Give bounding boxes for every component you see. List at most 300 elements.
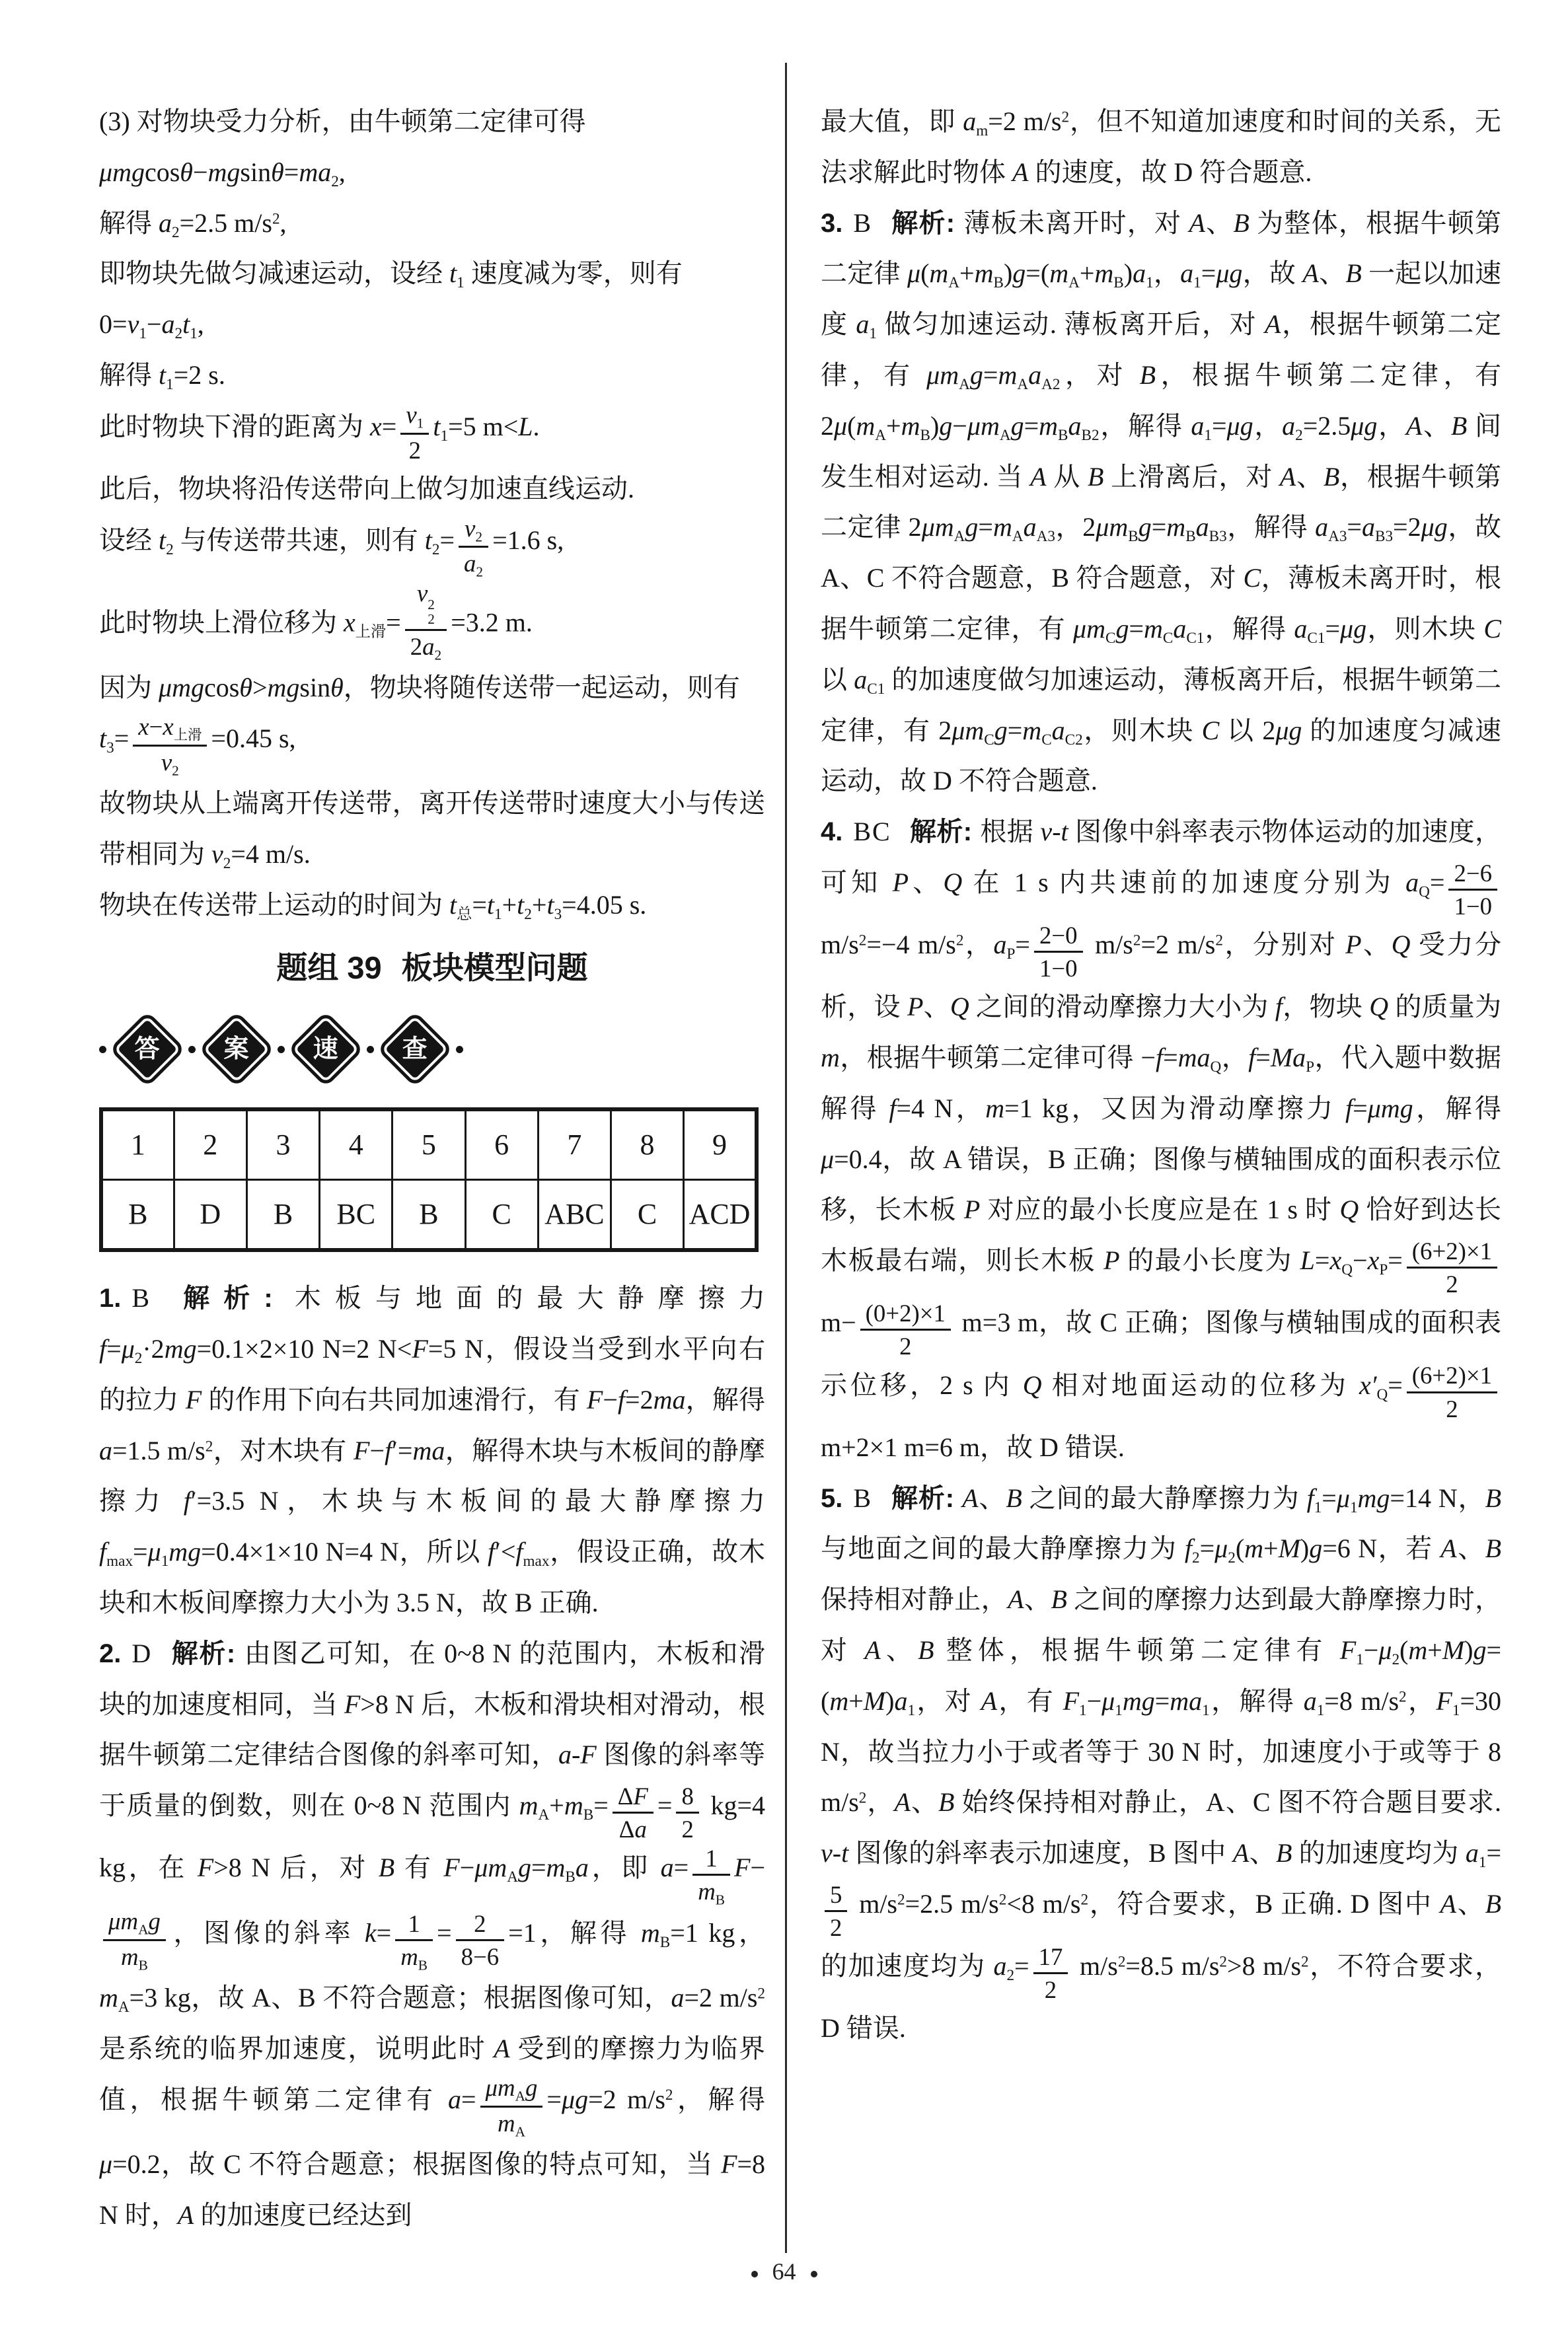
text-run: 在 1 s 内共速前的加速度分别为: [962, 867, 1406, 897]
text-run: <8: [1006, 1888, 1043, 1919]
text-run: (3) 对物块受力分析，由牛顿第二定律可得: [99, 106, 586, 136]
math-variable: mg: [267, 672, 300, 702]
math-variable: t: [159, 359, 167, 390]
math-variable: m: [998, 359, 1018, 390]
math-variable: P: [907, 992, 924, 1022]
unit: m/s: [1361, 1685, 1400, 1716]
text-run: =: [133, 1537, 148, 1567]
text-run: 的作用下向右共同加速滑行，有: [202, 1384, 587, 1415]
math-variable: x: [138, 713, 149, 741]
math-variable: B: [378, 1853, 395, 1883]
fraction: [456, 1910, 505, 1970]
text-run: 从: [1046, 461, 1088, 492]
math-variable: mg: [168, 1537, 202, 1567]
text-run: 2−6: [1454, 859, 1492, 887]
math-variable: m: [1166, 512, 1186, 542]
math-variable: μ: [485, 2074, 498, 2102]
badge-character: 速: [313, 1035, 338, 1063]
math-variable: B: [1485, 1888, 1501, 1919]
text-run: =8 N 时，: [99, 2149, 765, 2230]
math-variable: x′: [1359, 1370, 1377, 1400]
diamond-badge-icon: [287, 1011, 364, 1088]
text-run: =2: [1140, 930, 1177, 960]
formula-line: [99, 401, 765, 464]
math-variable: P: [1103, 1245, 1120, 1276]
math-variable: a: [993, 930, 1007, 960]
text-run: ，故: [1242, 258, 1303, 289]
fraction-denominator: [1407, 1267, 1497, 1298]
text-run: 17: [1038, 1942, 1063, 1970]
text-run: (: [847, 410, 856, 441]
text-run: 2: [408, 436, 422, 464]
fraction-numerator: [400, 401, 429, 433]
math-variable: F: [586, 1384, 603, 1415]
fraction: [459, 515, 488, 580]
text-run: =2.5: [1302, 410, 1351, 441]
math-variable: A: [981, 1685, 998, 1716]
text-run: 、: [1205, 207, 1234, 238]
text-run: 、: [1296, 461, 1324, 492]
math-variable: g: [1115, 613, 1129, 644]
math-variable: g: [148, 1907, 161, 1935]
math-subscript: 1: [494, 905, 502, 923]
text-run: ·2: [142, 1333, 165, 1364]
text-run: =1.6 s,: [492, 525, 564, 555]
fraction-denominator: [825, 1910, 847, 1941]
math-variable: μ: [967, 410, 981, 441]
math-variable: m: [940, 359, 959, 390]
math-variable: m: [1109, 512, 1129, 542]
math-subscript: A: [507, 1868, 518, 1886]
column-divider: [785, 63, 787, 2253]
math-variable: a: [671, 1982, 685, 2012]
math-superscript: 2: [897, 1891, 905, 1909]
text-run: 此时物块上滑位移为: [99, 607, 344, 638]
text-run: 解得: [99, 207, 159, 238]
text-run: ，: [1153, 258, 1181, 289]
math-variable: a: [1197, 1043, 1211, 1073]
math-subscript: P: [1379, 1261, 1388, 1279]
math-subscript: 1: [1314, 1498, 1322, 1516]
math-variable: a: [1361, 512, 1375, 542]
text-run: ，解得: [1099, 410, 1191, 441]
math-variable: g: [525, 2074, 538, 2102]
math-subscript: A: [1017, 376, 1029, 394]
math-subscript: Q: [1376, 1385, 1388, 1403]
math-variable: μ: [952, 715, 965, 745]
text-run: 间发生相对运动. 当: [821, 410, 1501, 492]
fraction: [400, 401, 429, 464]
right-column: [821, 96, 1501, 2297]
text-run: =: [593, 1790, 609, 1821]
text-run: −: [1353, 1245, 1368, 1276]
text-run: ，对木块有: [213, 1435, 354, 1465]
math-variable: t: [433, 411, 441, 441]
math-subscript: C: [984, 731, 994, 749]
math-variable: m: [564, 1790, 583, 1821]
footer-dot-icon: [751, 2271, 758, 2277]
math-variable: v: [406, 400, 417, 428]
text-run: =: [1163, 1043, 1178, 1073]
text-run: sin: [299, 672, 331, 702]
math-variable: B: [1139, 359, 1156, 390]
math-variable: a: [422, 632, 435, 660]
formula-line: [99, 515, 765, 580]
text-run: =: [114, 723, 130, 754]
text-run: ，对: [915, 1685, 981, 1716]
text-run: =: [983, 359, 998, 390]
solution-number: 3.: [821, 208, 843, 238]
math-subscript: 2: [428, 611, 435, 628]
math-variable: k: [364, 1917, 377, 1948]
text-run: m−: [821, 1308, 856, 1338]
text-run: -: [571, 1740, 581, 1770]
text-run: >: [252, 672, 268, 702]
text-run: 、: [923, 992, 950, 1022]
fraction-denominator: [1448, 889, 1497, 920]
solution-1: [99, 1273, 765, 1629]
text-run: ，解得: [1209, 1685, 1304, 1716]
math-variable: μ: [821, 1144, 835, 1174]
math-variable: a: [447, 2085, 461, 2115]
text-run: .: [533, 411, 540, 441]
math-variable: a: [575, 1853, 589, 1883]
text-run: [851, 1889, 859, 1919]
text-run: 2: [410, 632, 423, 660]
analysis-label: 解析:: [169, 1284, 273, 1313]
math-subscript: 2: [1228, 1549, 1236, 1567]
math-subscript: A: [959, 376, 970, 394]
math-subscript: 1: [1349, 1498, 1358, 1516]
solution-number: 1.: [99, 1284, 122, 1313]
math-variable: m: [488, 1853, 507, 1883]
math-variable: v: [211, 838, 223, 869]
math-variable: C: [1483, 613, 1501, 644]
text-run: ): [885, 1685, 895, 1716]
text-run: 此时物块下滑的距离为: [99, 411, 370, 441]
fraction-denominator: [613, 1812, 653, 1843]
answer-cell: ABC: [538, 1180, 611, 1251]
solution-4: [821, 807, 1501, 1473]
math-variable: m: [974, 258, 994, 289]
fraction-numerator: [825, 1881, 847, 1910]
text-run: 的加速度均为: [821, 1951, 994, 1981]
math-subscript: B: [1128, 528, 1139, 546]
text-run: 1: [408, 1909, 420, 1937]
text-run: =: [461, 2085, 476, 2115]
math-variable: f: [617, 1384, 626, 1415]
math-variable: mg: [1357, 1483, 1390, 1513]
math-variable: μ: [1378, 1635, 1392, 1665]
text-run: −: [369, 1435, 385, 1465]
text-run: 的最小长度为: [1119, 1245, 1300, 1276]
math-subscript: A3: [1036, 528, 1055, 546]
badge-character: 案: [223, 1035, 249, 1063]
text-run: Δ: [618, 1816, 635, 1843]
math-subscript: max: [523, 1553, 550, 1570]
math-variable: f: [1184, 1533, 1192, 1564]
math-variable: B: [1450, 410, 1468, 441]
text-run: =: [1486, 1838, 1501, 1868]
fraction: [676, 1783, 698, 1843]
math-variable: t: [546, 889, 554, 920]
text-run: =6 N，若: [1322, 1533, 1441, 1564]
answer-letter: B: [131, 1283, 151, 1313]
text-run: ，解得: [1413, 1093, 1501, 1123]
answer-letter: B: [853, 207, 873, 238]
question-number-cell: 5: [392, 1109, 465, 1180]
text-run: =: [1325, 613, 1341, 644]
math-subscript: 1: [1202, 1701, 1210, 1719]
math-variable: μ: [1073, 613, 1087, 644]
math-variable: g: [1012, 258, 1026, 289]
math-subscript: 2: [331, 172, 339, 190]
text-run: =0.4×1×10 N=4 N，所以: [201, 1537, 488, 1567]
math-subscript: 1: [907, 1701, 916, 1719]
math-variable: A: [864, 1635, 881, 1665]
text-run: [1072, 1951, 1080, 1981]
answer-cell: C: [611, 1180, 683, 1251]
text-run: =: [1429, 867, 1445, 897]
math-variable: m: [1170, 1685, 1189, 1716]
text-run: +: [886, 410, 901, 441]
math-variable: B: [938, 1787, 955, 1818]
math-variable: B: [1345, 258, 1362, 289]
math-variable: B: [1087, 461, 1104, 492]
math-variable: F: [721, 2149, 737, 2179]
math-variable: F: [344, 1689, 361, 1719]
fraction-denominator: [459, 546, 488, 579]
fraction-numerator: [613, 1783, 653, 1812]
text-run: =8.5: [1125, 1951, 1181, 1981]
text-run: (6+2)×1: [1411, 1237, 1493, 1265]
text-run: −: [603, 1384, 618, 1415]
text-run: =1.5: [112, 1435, 167, 1465]
text-run: =: [439, 525, 455, 555]
math-variable: t: [449, 258, 457, 289]
math-variable: F: [580, 1740, 597, 1770]
text-run: -: [832, 1838, 842, 1868]
math-variable: θ: [239, 672, 252, 702]
math-variable: f: [1275, 992, 1283, 1022]
fraction-numerator: [676, 1783, 698, 1812]
answer-table: [99, 1107, 759, 1252]
text-run: 1−0: [1039, 955, 1078, 982]
analysis-label: 解析:: [891, 208, 955, 238]
dot-icon: [99, 1046, 106, 1053]
math-variable: μ: [121, 1333, 135, 1364]
text-run: ,: [280, 207, 287, 238]
math-subscript: 2: [134, 1350, 143, 1368]
math-subscript: 1: [1115, 1701, 1123, 1719]
math-variable: a: [1191, 410, 1205, 441]
math-subscript: Q: [1210, 1058, 1222, 1076]
math-variable: A: [494, 2033, 510, 2063]
math-subscript: B: [1058, 426, 1068, 444]
math-variable: A: [1440, 1888, 1456, 1919]
question-number-cell: 7: [538, 1109, 611, 1180]
math-subscript: C2: [1064, 731, 1083, 749]
math-variable: a: [464, 550, 476, 577]
math-subscript: C: [1162, 630, 1174, 647]
math-subscript: 2: [223, 854, 231, 872]
math-subscript: 1: [1316, 1701, 1325, 1719]
math-subscript: 3: [554, 905, 562, 923]
text-run: =: [673, 1853, 689, 1883]
math-variable: a: [159, 207, 172, 238]
text-run: +: [502, 889, 517, 920]
math-variable: m: [1408, 1635, 1428, 1665]
text-run: =: [1388, 1370, 1403, 1400]
math-variable: M: [1442, 1635, 1465, 1665]
math-variable: μ: [99, 2149, 113, 2179]
fraction: [1448, 860, 1497, 920]
math-variable: a: [1195, 512, 1209, 542]
math-variable: g: [939, 410, 953, 441]
math-subscript: 1: [1452, 1701, 1460, 1719]
text-run: ): [1123, 258, 1133, 289]
math-superscript: 2: [1133, 932, 1141, 949]
math-subscript: B2: [1081, 426, 1100, 444]
text-run: 的加速度已经达到: [194, 2199, 412, 2230]
math-variable: g: [994, 715, 1008, 745]
text-run: ): [1300, 1533, 1310, 1564]
text-run: =: [1151, 512, 1167, 542]
math-variable: a: [1068, 410, 1082, 441]
text-run: 受力分析，设: [821, 930, 1501, 1022]
math-variable: m: [1144, 613, 1163, 644]
text-run: 一起以加速度: [821, 258, 1501, 340]
math-variable: m: [546, 1853, 566, 1883]
text-run: 对应的最小长度应是在 1 s 时: [980, 1195, 1340, 1225]
math-variable: ma: [653, 1384, 686, 1415]
unit: m/s: [627, 2085, 665, 2115]
question-number-cell: 4: [320, 1109, 392, 1180]
text-run: 恰好到达长木板最右端，则长木板: [821, 1195, 1501, 1276]
text-run: =: [546, 2085, 562, 2115]
math-variable: v: [127, 309, 139, 340]
text-run: 1: [705, 1845, 718, 1872]
left-column: [99, 96, 765, 2297]
math-subscript: 2: [174, 325, 183, 343]
text-run: 根据: [980, 817, 1041, 847]
text-run: =1，解得: [508, 1917, 641, 1948]
text-run: ，: [1406, 1685, 1437, 1716]
text-run: 、: [1422, 410, 1451, 441]
dot-icon: [367, 1046, 374, 1053]
text-run: 2: [1044, 1976, 1057, 2003]
math-subscript: A: [875, 426, 887, 444]
math-variable: F: [412, 1333, 428, 1364]
math-subscript: Q: [1341, 1261, 1353, 1279]
text-run: =: [1353, 1093, 1368, 1123]
fraction-numerator: [860, 1300, 951, 1329]
text-run: =: [1015, 930, 1030, 960]
text-run: 2: [1446, 1395, 1458, 1422]
math-variable: a: [1133, 258, 1146, 289]
text-run: ，根据牛顿第二定律，有: [821, 309, 1501, 390]
text-run: 故物块从上端离开传送带，离开传送带时速度大小与传送带相同为: [99, 788, 765, 869]
math-variable: m: [1022, 715, 1042, 745]
math-subscript: 上滑: [355, 623, 387, 641]
math-variable: μ: [921, 512, 935, 542]
text-run: =: [1024, 410, 1039, 441]
math-variable: a: [99, 1435, 112, 1465]
text-run: =0.1×2×10 N=2 N<: [196, 1333, 412, 1364]
math-variable: μ: [1336, 1483, 1350, 1513]
math-superscript: 2: [272, 209, 280, 227]
solution-number: 5.: [821, 1483, 843, 1513]
math-variable: f: [1345, 1093, 1353, 1123]
math-subscript: A: [538, 1806, 550, 1824]
text-run: 最大值，即: [821, 106, 963, 136]
text-run: +: [1079, 258, 1095, 289]
text-run: 、: [1361, 930, 1392, 960]
text-run: =: [1314, 1245, 1330, 1276]
text-run: ,: [338, 157, 346, 187]
math-variable: B: [1006, 1483, 1022, 1513]
text-run: 的加速度匀减速运动，故 D 不符合题意.: [821, 715, 1501, 796]
math-superscript: 2: [1399, 1687, 1407, 1705]
math-variable: M: [863, 1685, 886, 1716]
math-variable: m: [1049, 258, 1069, 289]
math-superscript: 2: [1061, 108, 1070, 126]
math-superscript: 2: [858, 932, 867, 949]
fraction: [1033, 1943, 1068, 2003]
text-run: =3.2 m.: [451, 607, 533, 638]
math-variable: t: [1061, 817, 1068, 847]
text-run: 的质量为: [1388, 992, 1501, 1022]
unit: m/s: [234, 207, 272, 238]
section-title: 板块模型问题: [401, 950, 588, 986]
text-run: 有: [394, 1853, 444, 1883]
unit: m/s: [1023, 106, 1062, 136]
math-variable: a: [1051, 715, 1065, 745]
text-run: cos: [204, 672, 240, 702]
math-variable: μ: [147, 1537, 161, 1567]
unit: m/s: [1263, 1951, 1302, 1981]
text-run: =(: [821, 1635, 1501, 1716]
text-run: ，: [1221, 1043, 1249, 1073]
math-variable: B: [1275, 1838, 1292, 1868]
math-subscript: A: [999, 426, 1011, 444]
math-variable: μg: [1340, 613, 1367, 644]
math-variable: B: [1051, 1584, 1067, 1615]
math-variable: θ: [330, 672, 344, 702]
math-variable: f: [487, 1537, 496, 1567]
fraction-denominator: [480, 2106, 543, 2139]
math-variable: B: [1485, 1533, 1501, 1564]
math-subscript: 1: [1193, 274, 1201, 292]
unit: m/s: [960, 1888, 999, 1919]
math-variable: m: [1086, 613, 1105, 644]
math-variable: t: [517, 889, 525, 920]
fraction-numerator: [1407, 1237, 1497, 1267]
text-run: =: [1199, 1533, 1215, 1564]
math-variable: B: [1233, 207, 1250, 238]
text-run: ，故 A、C 不符合题意，B 符合题意，对: [821, 512, 1501, 593]
answer-cell: B: [392, 1180, 465, 1251]
math-variable: f: [515, 1537, 523, 1567]
text-run: 此后，物块将沿传送带向上做匀加速直线运动.: [99, 473, 634, 503]
math-variable: a: [634, 1816, 647, 1843]
math-variable: m: [120, 1907, 139, 1935]
math-variable: m: [985, 1093, 1005, 1123]
math-variable: x: [370, 411, 382, 441]
math-superscript: 2: [665, 2086, 673, 2104]
math-variable: P: [963, 1195, 981, 1225]
text-run: sin: [240, 157, 272, 187]
